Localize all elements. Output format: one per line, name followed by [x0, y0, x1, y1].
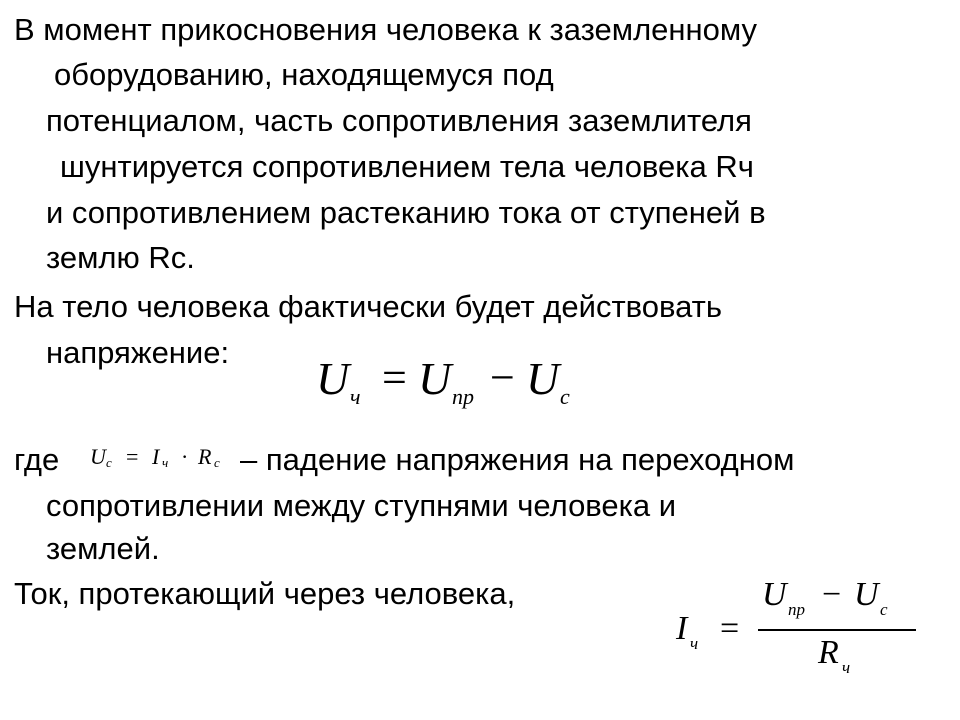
- paragraph2-line1: На тело человека фактически будет действовать: [14, 289, 723, 324]
- current-formula-denominator-subscript: ч: [842, 658, 851, 677]
- formula-minus: −: [490, 353, 515, 402]
- step-formula-lhs-symbol: U: [90, 444, 106, 469]
- step-formula-factor1-subscript: ч: [162, 455, 169, 470]
- current-formula-numerator-term1-subscript: пр: [788, 600, 805, 619]
- formula-current: [676, 576, 926, 686]
- paragraph3-line3: землей.: [46, 531, 160, 566]
- current-formula-numerator-minus: −: [822, 576, 842, 613]
- current-formula-lhs-symbol: I: [676, 610, 688, 647]
- current-formula-lhs-subscript: ч: [690, 634, 699, 653]
- formula-term2-symbol: U: [526, 353, 560, 404]
- formula-term1-symbol: U: [418, 353, 452, 404]
- step-formula-factor2-subscript: с: [214, 455, 220, 470]
- step-formula-equals: =: [126, 444, 139, 469]
- paragraph1-line1: В момент прикосновения человека к заземленному: [14, 12, 758, 47]
- current-formula-numerator-term2: U: [854, 576, 879, 613]
- current-formula-equals: =: [720, 610, 740, 647]
- paragraph4-text: Ток, протекающий через человека,: [14, 576, 516, 611]
- paragraph1-line6: землю Rс.: [46, 240, 195, 275]
- formula-term1-subscript: пр: [452, 384, 474, 409]
- formula-voltage-body: [316, 352, 586, 422]
- formula-step-voltage: [90, 444, 250, 478]
- paragraph2-line2: напряжение:: [46, 335, 230, 370]
- paragraph1-line4: шунтируется сопротивлением тела человека Rч: [60, 149, 754, 184]
- step-formula-dot: ·: [181, 444, 189, 469]
- step-formula-factor1-symbol: I: [152, 444, 160, 469]
- paragraph1-line5: и сопротивлением растеканию тока от ступеней в: [46, 195, 766, 230]
- current-formula-numerator-term1: U: [762, 576, 787, 613]
- paragraph3-line1: – падение напряжения на переходном: [240, 442, 795, 477]
- step-formula-lhs-subscript: с: [106, 455, 112, 470]
- formula-lhs-subscript: ч: [350, 384, 361, 409]
- formula-lhs-symbol: U: [316, 353, 350, 404]
- step-formula-factor2-symbol: R: [198, 444, 212, 469]
- paragraph3-lead: где: [14, 442, 60, 477]
- paragraph3-line2: сопротивлении между ступнями человека и: [46, 488, 677, 523]
- paragraph1-line3: потенциалом, часть сопротивления заземлителя: [46, 103, 752, 138]
- formula-equals: =: [382, 353, 407, 402]
- current-formula-numerator-term2-subscript: с: [880, 600, 888, 619]
- current-formula-denominator: R: [818, 634, 839, 671]
- formula-term2-subscript: с: [560, 384, 570, 409]
- paragraph1-line2: оборудованию, находящемуся под: [54, 57, 554, 92]
- current-formula-fraction-bar: [758, 629, 916, 631]
